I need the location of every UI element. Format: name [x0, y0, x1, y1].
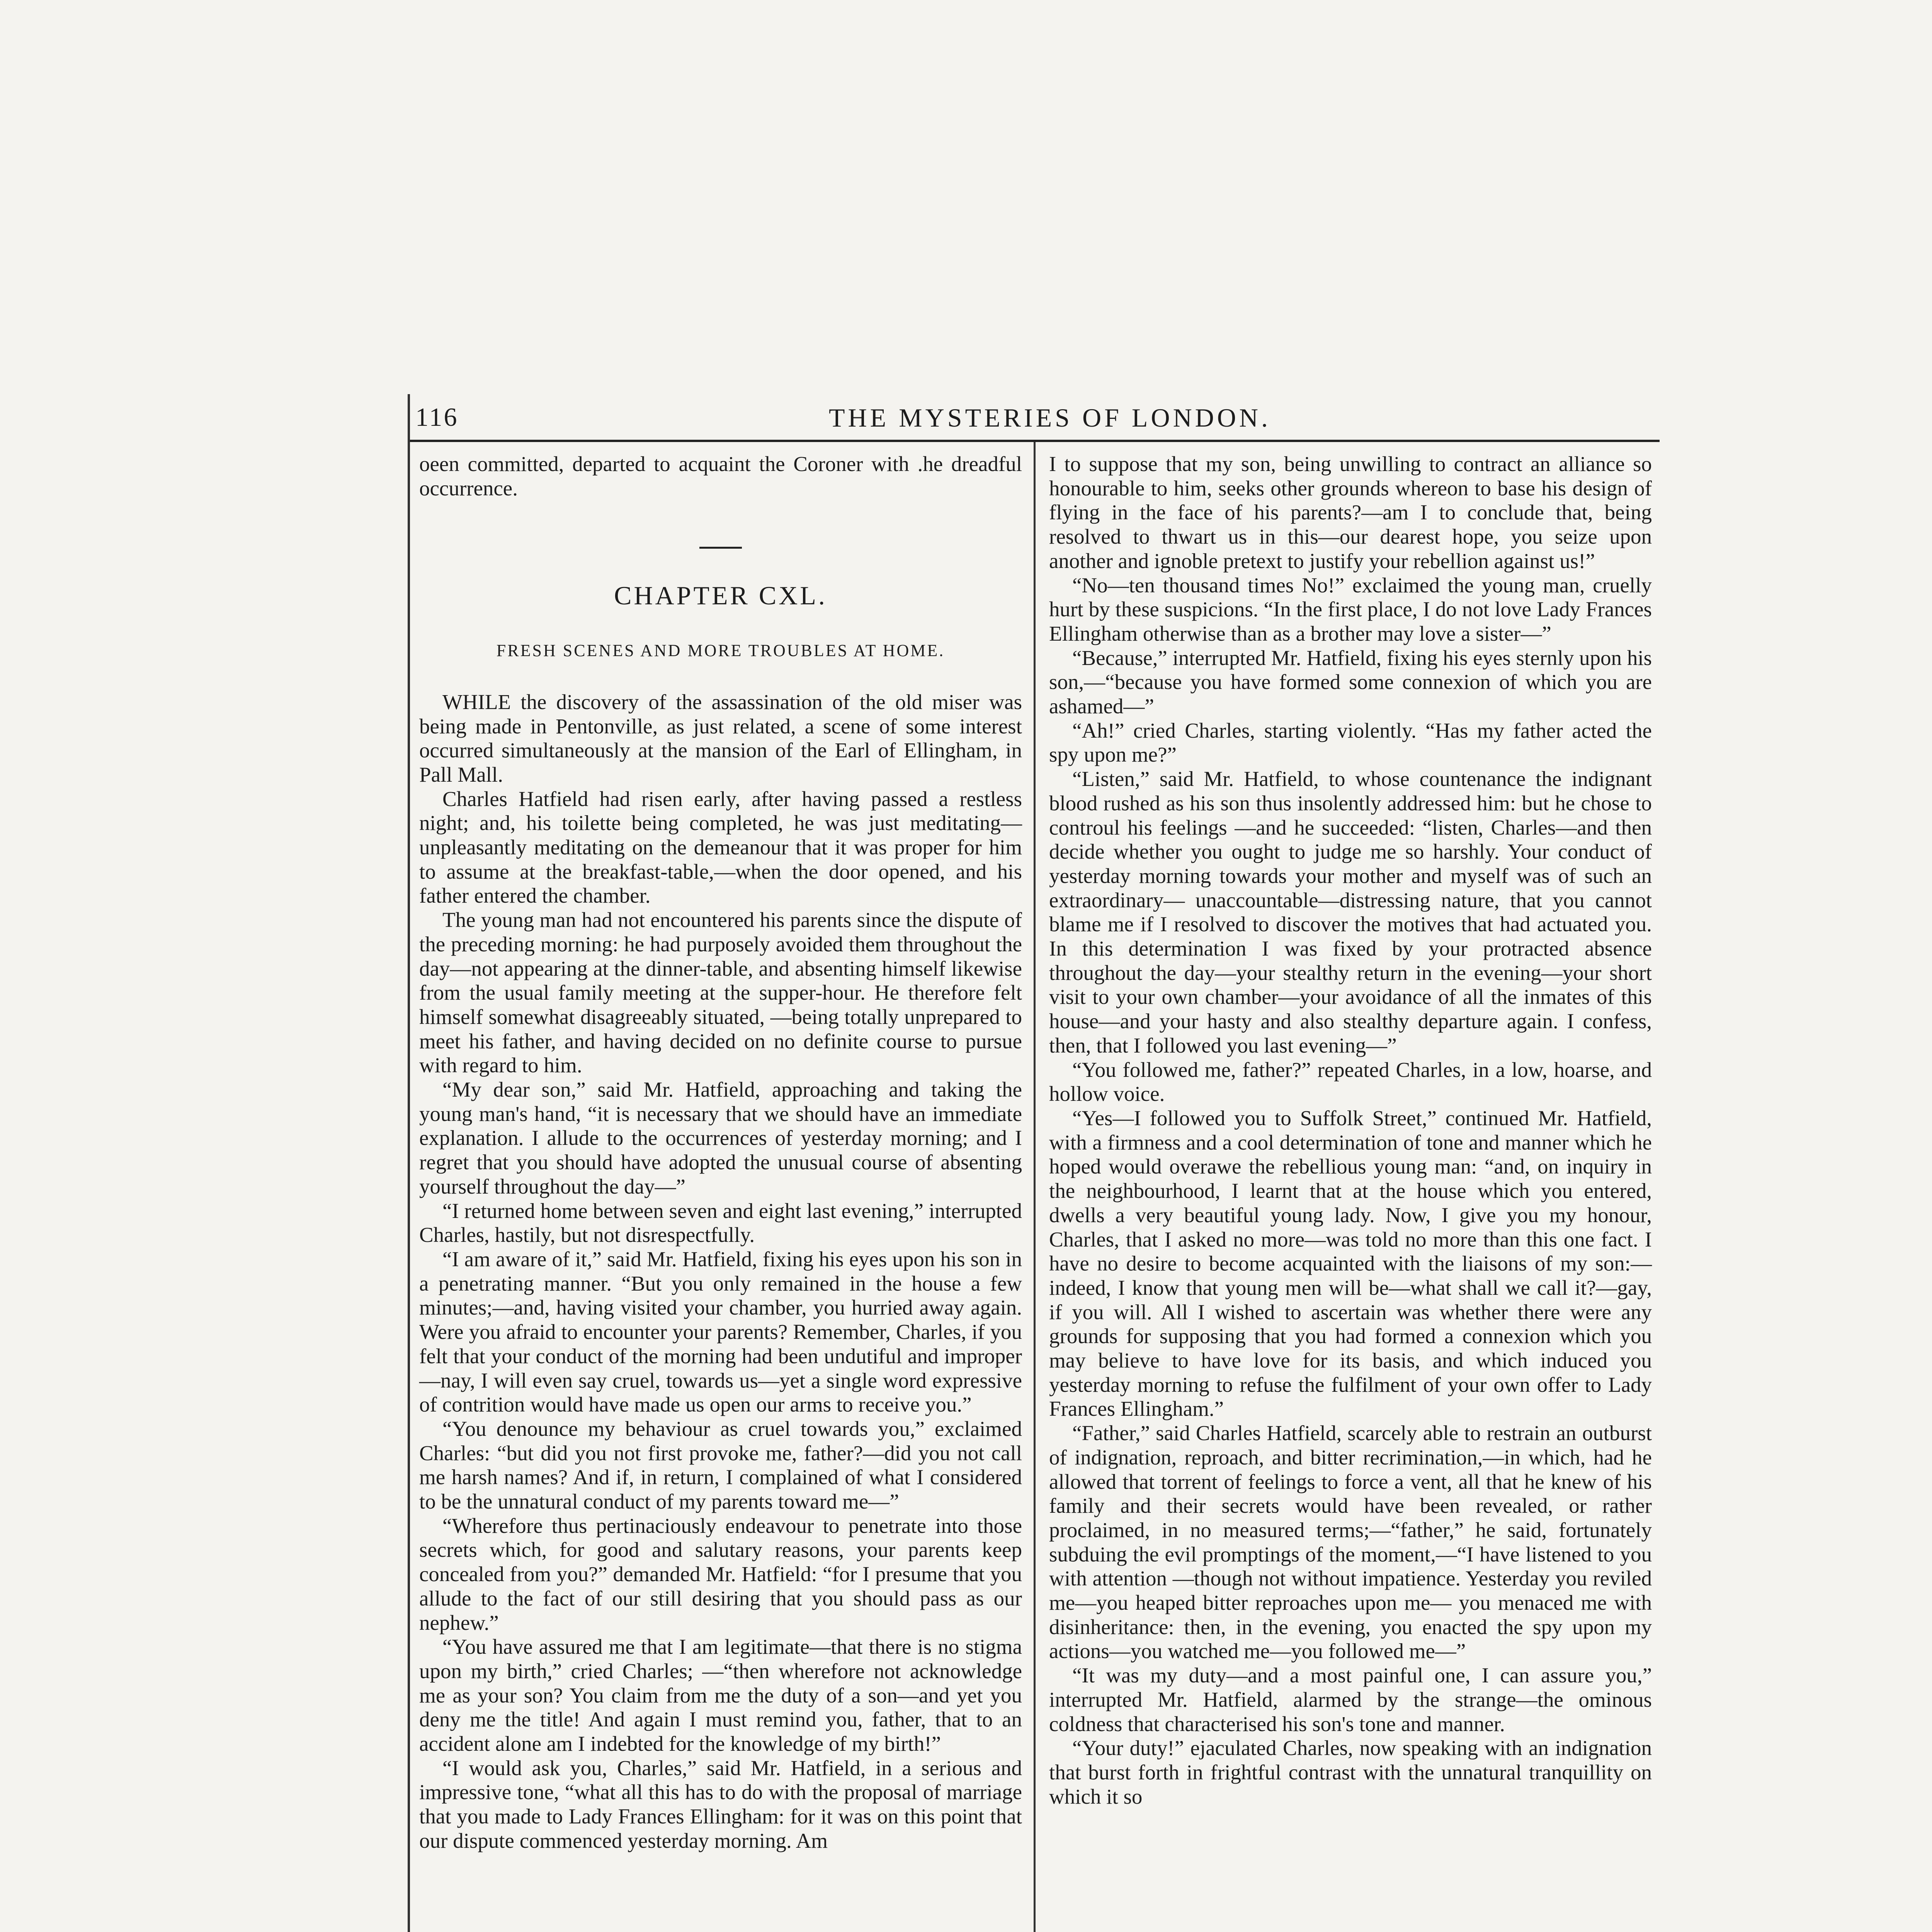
paragraph: Charles Hatfield had risen early, after having passed a restless night; and, his toilette being completed, he was just meditating—unpleasantly meditating on the demeanour that it was proper for him to assume at the breakfast-table,—when the door opened, and his father entered the chamber.: [419, 787, 1022, 908]
paragraph: “Father,” said Charles Hatfield, scarcely able to restrain an outburst of indignation, reproach, and bitter recrimination,—in which, had he allowed that torrent of feelings to force a vent, all that he knew of his family and their secrets would have been revealed, or rather proclaimed, in no measured terms;—“father,” he said, fortunately subduing the evil promptings of the moment,—“I have listened to you with attention —though not without impatience. Yesterday you reviled me—you heaped bitter reproaches upon me— you menaced me with disinheritance: then, in the evening, you enacted the spy upon my actions—you watched me—you followed me—”: [1049, 1421, 1652, 1663]
page-header: [408, 394, 1660, 437]
left-column: [419, 452, 1022, 1853]
column-divider-rule: [1034, 442, 1036, 1932]
paragraph: “I returned home between seven and eight last evening,” interrupted Charles, hastily, but not disrespectfully.: [419, 1199, 1022, 1247]
paragraph: “You followed me, father?” repeated Charles, in a low, hoarse, and hollow voice.: [1049, 1058, 1652, 1106]
left-border-rule: [408, 394, 410, 1932]
paragraph: “You have assured me that I am legitimate—that there is no stigma upon my birth,” cried Charles; —“then wherefore not acknowledge me as your son? You claim from me the duty of a son—and yet you deny me the title! And again I must remind you, father, that to an accident alone am I indebted for the knowledge of my birth!”: [419, 1635, 1022, 1756]
chapter-subtitle: FRESH SCENES AND MORE TROUBLES AT HOME.: [496, 641, 945, 660]
paragraph: “It was my duty—and a most painful one, I can assure you,” interrupted Mr. Hatfield, alarmed by the strange—the ominous coldness that characterised his son's tone and manner.: [1049, 1663, 1652, 1736]
paragraph: I to suppose that my son, being unwilling to contract an alliance so honourable to him, seeks other grounds whereon to base his design of flying in the face of his parents?—am I to conclude that, being resolved to thwart us in this—our dearest hope, you seize upon another and ignoble pretext to justify your rebellion against us!”: [1049, 452, 1652, 573]
paragraph: The young man had not encountered his parents since the dispute of the preceding morning: he had purposely avoided them throughout the day—not appearing at the dinner-table, and absenting himself likewise from the usual family meeting at the supper-hour. He therefore felt himself somewhat disagreeably situated, —being totally unprepared to meet his father, and having decided on no definite course to pursue with regard to him.: [419, 908, 1022, 1077]
paragraph: “I would ask you, Charles,” said Mr. Hatfield, in a serious and impressive tone, “what all this has to do with the proposal of marriage that you made to Lady Frances Ellingham: for it was on this point that our dispute commenced yesterday morning. Am: [419, 1756, 1022, 1852]
paragraph: “My dear son,” said Mr. Hatfield, approaching and taking the young man's hand, “it is necessary that we should have an immediate explanation. I allude to the occurrences of yesterday morning; and I regret that you should have adopted the unusual course of absenting yourself throughout the day—”: [419, 1078, 1022, 1198]
paragraph: “Listen,” said Mr. Hatfield, to whose countenance the indignant blood rushed as his son thus insolently addressed him: but he chose to controul his feelings —and he succeeded: “listen, Charles—and then decide whether you ought to judge me so harshly. Your conduct of yesterday morning towards your mother and myself was of such an extraordinary— unaccountable—distressing nature, that you cannot blame me if I resolved to discover the motives that had actuated you. In this determination I was fixed by your protracted absence throughout the day—your stealthy return in the evening—your short visit to your own chamber—your avoidance of all the inmates of this house—and your hasty and also stealthy departure again. I confess, then, that I followed you last evening—”: [1049, 767, 1652, 1057]
paragraph: “Yes—I followed you to Suffolk Street,” continued Mr. Hatfield, with a firmness and a cool determination of tone and manner which he hoped would overawe the rebellious young man: “and, on inquiry in the neighbourhood, I learnt that at the house which you entered, dwells a very beautiful young lady. Now, I give you my honour, Charles, that I asked no more—was told no more than this one fact. I have no desire to become acquainted with the liaisons of my son:—indeed, I know that young men will be—what shall we call it?—gay, if you will. All I wished to ascertain was whether there were any grounds for supposing that you had formed a connexion which you may believe to have love for its basis, and which induced you yesterday morning to refuse the fulfilment of your own offer to Lady Frances Ellingham.”: [1049, 1106, 1652, 1421]
chapter-title: CHAPTER CXL.: [614, 581, 827, 611]
paragraph: “No—ten thousand times No!” exclaimed the young man, cruelly hurt by these suspicions. “In the first place, I do not love Lady Frances Ellingham otherwise than as a brother may love a sister—”: [1049, 573, 1652, 645]
right-column-body: [1049, 452, 1652, 1809]
running-title: THE MYSTERIES OF LONDON.: [829, 403, 1271, 432]
paragraph: “Because,” interrupted Mr. Hatfield, fixing his eyes sternly upon his son,—“because you have formed some connexion of which you are ashamed—”: [1049, 646, 1652, 718]
section-divider: [699, 547, 742, 549]
paragraph: “I am aware of it,” said Mr. Hatfield, fixing his eyes upon his son in a penetrating manner. “But you only remained in the house a few minutes;—and, having visited your chamber, you hurried away again. Were you afraid to encounter your parents? Remember, Charles, if you felt that your conduct of the morning had been undutiful and improper—nay, I will even say cruel, towards us—yet a single word expressive of contrition would have made us open our arms to receive you.”: [419, 1247, 1022, 1417]
paragraph: “Wherefore thus pertinaciously endeavour to penetrate into those secrets which, for good and salutary reasons, your parents keep concealed from you?” demanded Mr. Hatfield: “for I presume that you allude to the fact of our still desiring that you should pass as our nephew.”: [419, 1514, 1022, 1634]
paragraph: WHILE the discovery of the assassination of the old miser was being made in Pentonville, as just related, a scene of some interest occurred simultaneously at the mansion of the Earl of Ellingham, in Pall Mall.: [419, 690, 1022, 786]
right-column: [1049, 452, 1652, 1809]
paragraph: “You denounce my behaviour as cruel towards you,” exclaimed Charles: “but did you not first provoke me, father?—did you not call me harsh names? And if, in return, I complained of what I considered to be the unnatural conduct of my parents toward me—”: [419, 1417, 1022, 1514]
paragraph: “Your duty!” ejaculated Charles, now speaking with an indignation that burst forth in frightful contrast with the unnatural tranquillity on which it so: [1049, 1736, 1652, 1808]
book-page: [408, 394, 1660, 1932]
paragraph: oeen committed, departed to acquaint the Coroner with .he dreadful occurrence.: [419, 452, 1022, 500]
left-column-body: [419, 690, 1022, 1853]
left-column-opening: [419, 452, 1022, 500]
paragraph: “Ah!” cried Charles, starting violently. “Has my father acted the spy upon me?”: [1049, 718, 1652, 767]
page-number: 116: [415, 402, 459, 432]
